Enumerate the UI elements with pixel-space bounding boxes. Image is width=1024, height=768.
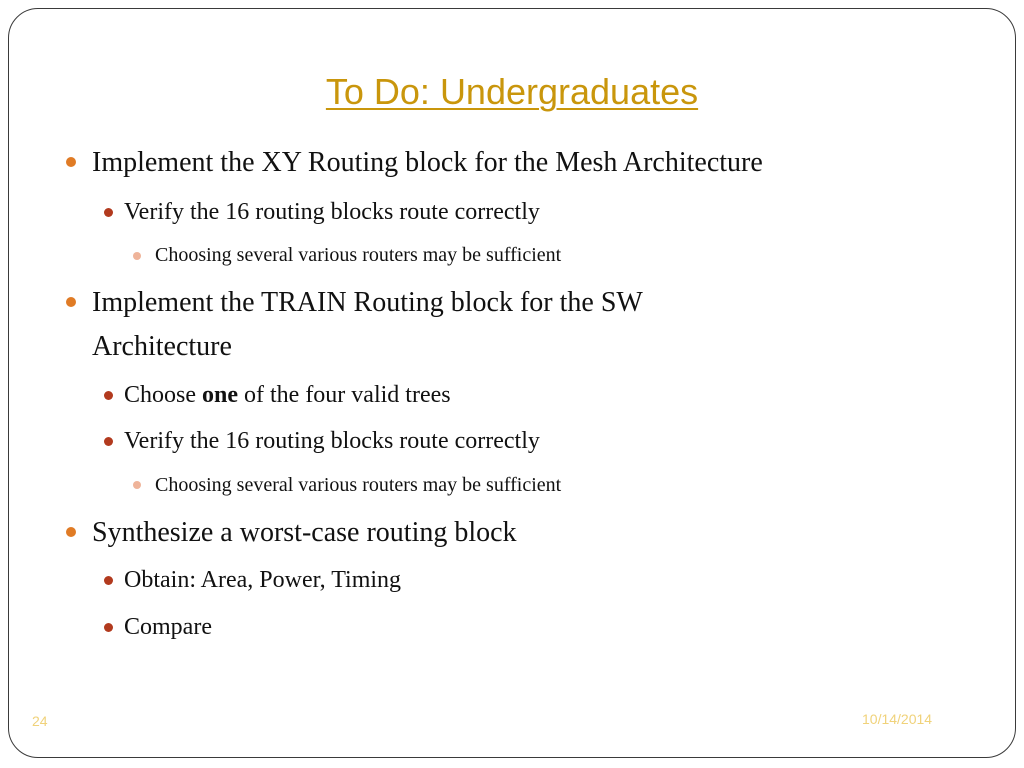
bullet-text-level3: Choosing several various routers may be sufficient [155, 474, 562, 496]
bullet-level1-icon [66, 157, 76, 167]
bullet-text-level1: Synthesize a worst-case routing block [92, 517, 517, 548]
bullet-level2-icon [104, 437, 113, 446]
bullet-text-line: Architecture [92, 331, 232, 362]
bullet-level1-icon [66, 297, 76, 307]
bullet-level2-icon [104, 576, 113, 585]
bullet-text-level3: Choosing several various routers may be sufficient [155, 244, 562, 266]
bullet-text-level1 [92, 281, 643, 369]
bullet-text-prefix: Choose [124, 382, 202, 408]
slide-date: 10/14/2014 [862, 711, 933, 727]
page-number: 24 [32, 713, 48, 729]
bullet-text-level2: Compare [124, 614, 212, 640]
bullet-level3-icon [133, 481, 141, 489]
bullet-text-suffix: of the four valid trees [238, 382, 451, 408]
bullet-text-level2: Verify the 16 routing blocks route correctly [124, 199, 540, 225]
bullet-level3-icon [133, 252, 141, 260]
bullet-level1-icon [66, 527, 76, 537]
bullet-level2-icon [104, 208, 113, 217]
slide-title: To Do: Undergraduates [325, 71, 699, 112]
bullet-level2-icon [104, 623, 113, 632]
bullet-text-line: Implement the TRAIN Routing block for the SW [92, 287, 643, 318]
bullet-text-level2: Obtain: Area, Power, Timing [124, 567, 402, 593]
bullet-level2-icon [104, 391, 113, 400]
bullet-text-emphasis: one [202, 382, 238, 408]
bullet-text-level2: Verify the 16 routing blocks route correctly [124, 428, 540, 454]
bullet-text-level1: Implement the XY Routing block for the Mesh Architecture [92, 147, 763, 178]
bullet-text-level2 [124, 378, 451, 412]
